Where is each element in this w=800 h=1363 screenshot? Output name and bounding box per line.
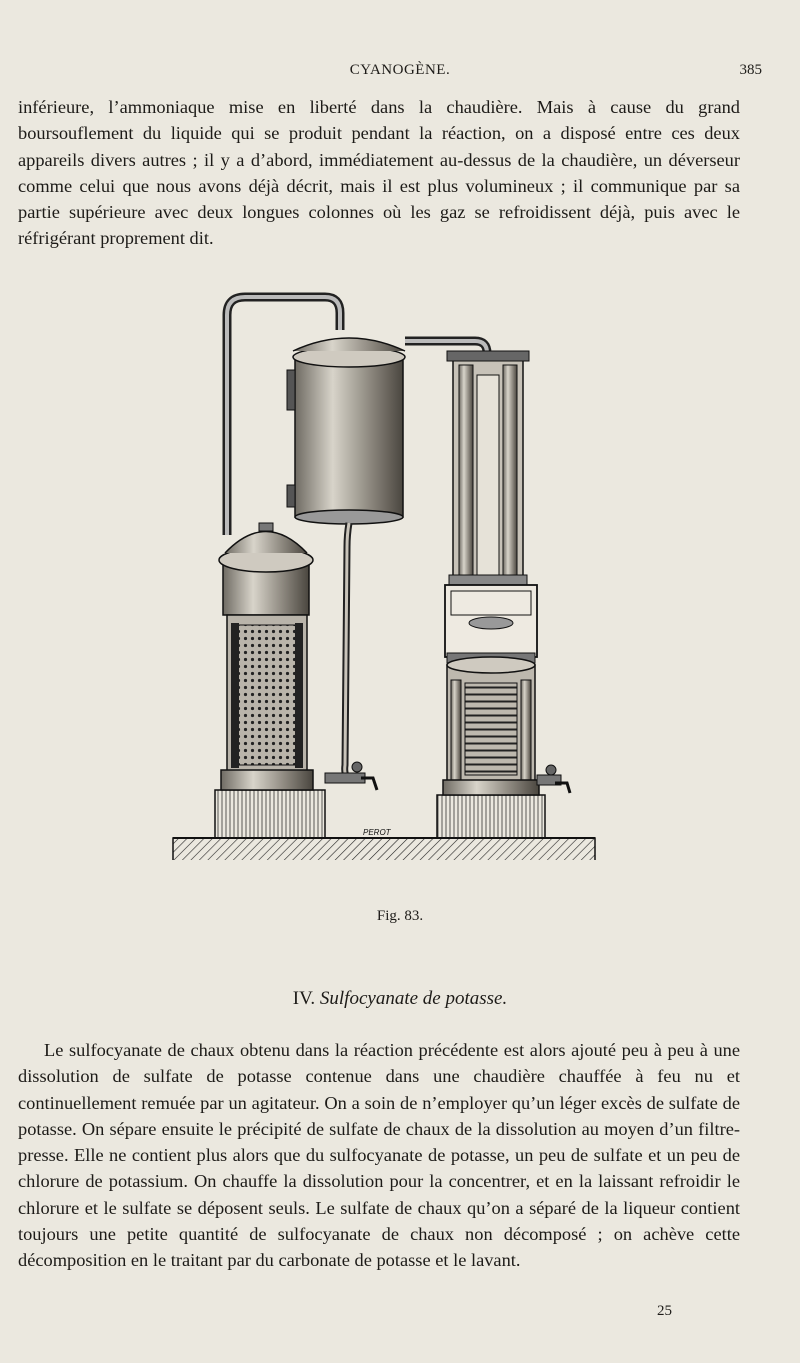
- section-title: Sulfocyanate de potasse.: [319, 988, 508, 1009]
- engraver-signature: PEROT: [363, 828, 391, 837]
- paragraph-1: [18, 94, 740, 252]
- section-heading: [0, 988, 800, 1010]
- section-number: IV.: [292, 988, 316, 1009]
- paragraph-2-text: Le sulfocyanate de chaux obtenu dans la réaction précédente est alors ajouté peu à peu à une dissolution de sulfate de potasse contenue dans une chaudière chauffée à feu nu et continuellement remuée par un agitateur. On a soin de n’employer qu’un léger excès de sulfate de potasse. On sépare ensuite le précipité de sulfate de chaux de la dissolution au moyen d’un filtre-presse. Elle ne contient plus alors que du sulfocyanate de potasse, un peu de sulfate et un peu de chlorure de potassium. On chauffe la dissolution pour la concentrer, et en la laissant refroidir le chlorure et le sulfate se déposent seuls. Le sulfate de chaux qu’on a séparé de la liqueur contient toujours une petite quantité de sulfocyanate de chaux non décomposé ; on achève cette décomposition en le traitant par du carbonate de potasse et le lavant.: [18, 1040, 740, 1271]
- page-number: 385: [739, 62, 762, 78]
- signature-mark: 25: [657, 1303, 672, 1319]
- paragraph-1-text: inférieure, l’ammoniaque mise en liberté dans la chaudière. Mais à cause du grand boursouflement du liquide qui se produit pendant la réaction, on a disposé entre ces deux appareils divers autres ; il y a d’abord, immédiatement au-dessus de la chaudière, un déverseur comme celui que nous avons déjà décrit, mais il est plus volumineux ; il communique par sa partie supérieure avec deux longues colonnes où les gaz se refroidissent déjà, puis avec le réfrigérant proprement dit.: [18, 97, 740, 249]
- figure-caption: Fig. 83.: [376, 908, 424, 924]
- paragraph-2: [18, 1037, 740, 1274]
- apparatus-illustration: [165, 285, 605, 860]
- running-title: CYANOGÈNE.: [349, 62, 451, 78]
